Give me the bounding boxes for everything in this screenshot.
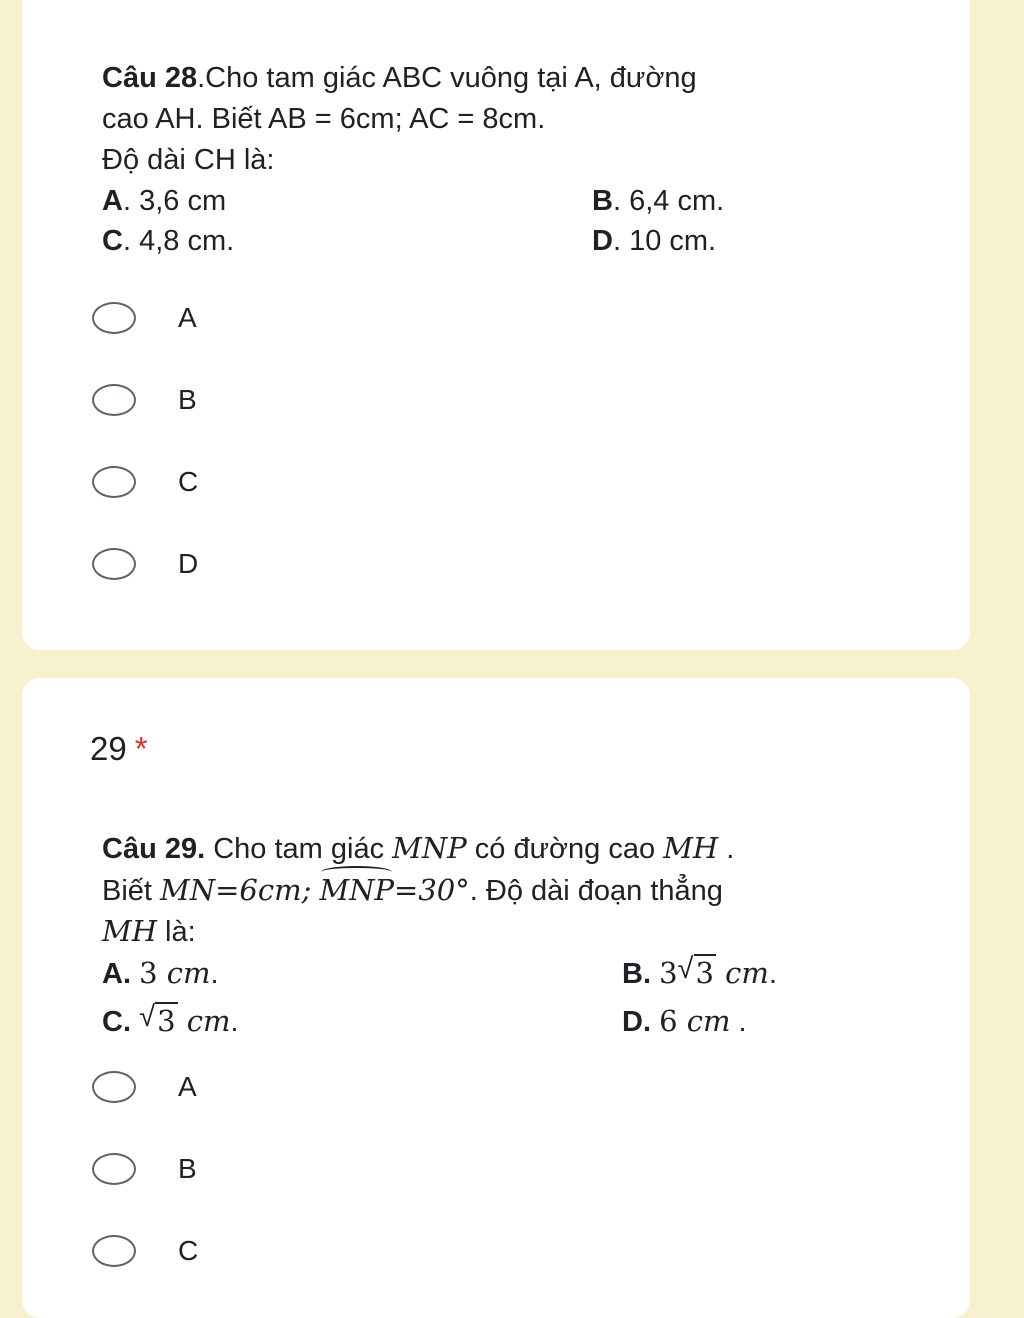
question-28-title: Câu 28 bbox=[102, 62, 198, 94]
question-28-option-d: D. 10 cm. bbox=[592, 225, 717, 257]
sqrt-symbol: √ 3 bbox=[677, 953, 714, 990]
sqrt-symbol: √ 3 bbox=[139, 1001, 176, 1038]
radio-button-icon[interactable] bbox=[92, 548, 136, 580]
question-29-line-3: MH là: bbox=[102, 914, 196, 948]
choice-label: B bbox=[178, 384, 197, 415]
question-29-title: Câu 29. bbox=[102, 833, 206, 865]
question-28-line-3: Độ dài CH là: bbox=[102, 144, 275, 176]
question-29-card bbox=[22, 678, 970, 1318]
radio-button-icon[interactable] bbox=[92, 302, 136, 334]
question-28-option-c: C. 4,8 cm. bbox=[102, 225, 235, 257]
angle-mnp: MNP bbox=[319, 870, 394, 911]
question-29-choice-b[interactable] bbox=[92, 1144, 197, 1194]
radio-button-icon[interactable] bbox=[92, 1071, 136, 1103]
question-29-choice-a[interactable] bbox=[92, 1062, 197, 1112]
question-29-line-2: Biết MN=6cm; MNP=30°. Độ dài đoạn thẳng bbox=[102, 870, 723, 912]
question-28-choice-b[interactable] bbox=[92, 375, 197, 425]
question-28-choice-d[interactable] bbox=[92, 539, 198, 589]
question-28-choice-a[interactable] bbox=[92, 293, 197, 343]
question-28-choice-c[interactable] bbox=[92, 457, 198, 507]
required-asterisk: * bbox=[134, 730, 148, 767]
question-29-option-b: B. 3 √ 3 cm. bbox=[622, 953, 777, 994]
question-28-card bbox=[22, 0, 970, 650]
question-28-option-a: A. 3,6 cm bbox=[102, 185, 227, 217]
choice-label: C bbox=[178, 466, 199, 497]
question-29-option-c: C. √ 3 cm. bbox=[102, 1001, 239, 1042]
question-28-line-2: cao AH. Biết AB = 6cm; AC = 8cm. bbox=[102, 103, 546, 135]
radio-button-icon[interactable] bbox=[92, 1153, 136, 1185]
choice-label: A bbox=[178, 302, 197, 333]
question-28-text-1: .Cho tam giác ABC vuông tại A, đường bbox=[197, 62, 697, 94]
question-29-line-1: Câu 29. Cho tam giác MNP có đường cao MH . bbox=[102, 831, 735, 865]
question-29-choice-c[interactable] bbox=[92, 1226, 198, 1276]
question-29-option-d: D. 6 cm . bbox=[622, 1004, 747, 1038]
choice-label: A bbox=[178, 1071, 197, 1102]
radio-button-icon[interactable] bbox=[92, 466, 136, 498]
question-28-line-1 bbox=[102, 58, 697, 99]
choice-label: D bbox=[178, 548, 199, 579]
question-28-option-b: B. 6,4 cm. bbox=[592, 185, 725, 217]
radio-button-icon[interactable] bbox=[92, 384, 136, 416]
question-29-option-a: A. 3 cm. bbox=[102, 956, 219, 990]
radio-button-icon[interactable] bbox=[92, 1235, 136, 1267]
choice-label: B bbox=[178, 1153, 197, 1184]
choice-label: C bbox=[178, 1235, 199, 1266]
question-29-number: 29 * bbox=[90, 730, 148, 767]
